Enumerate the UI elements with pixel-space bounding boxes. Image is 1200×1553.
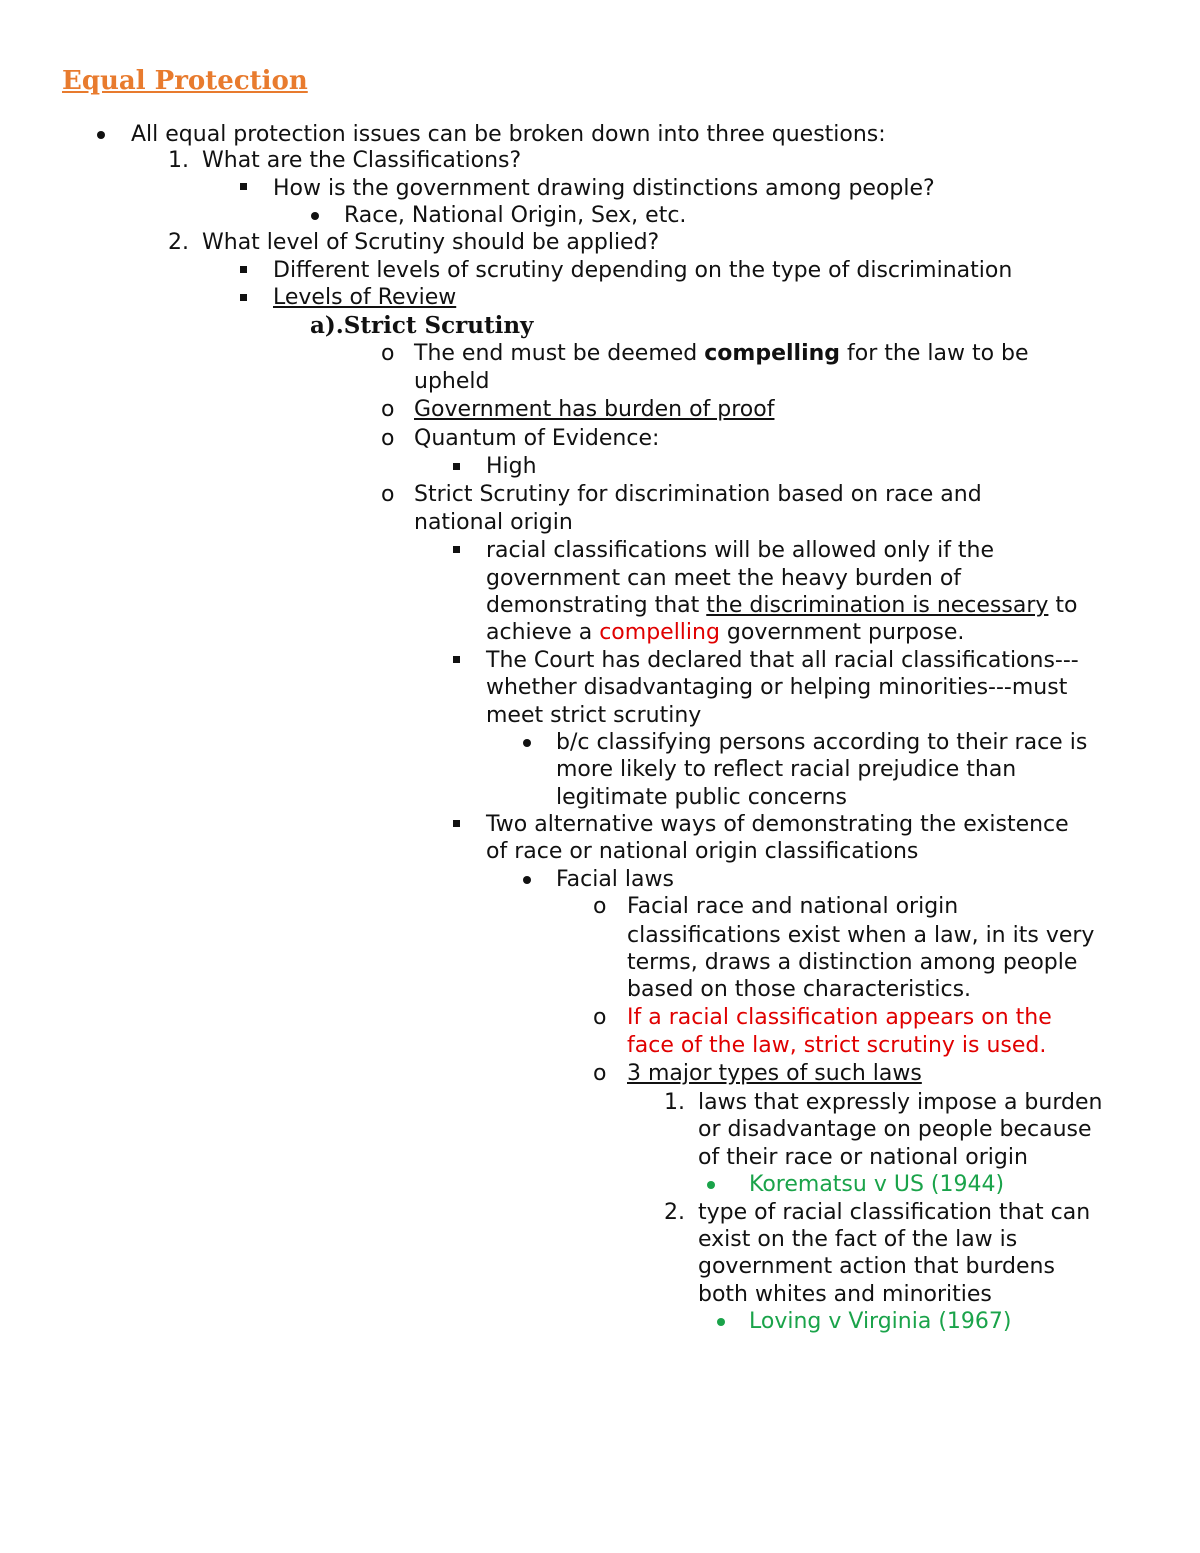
bullet-circle: o (381, 482, 395, 507)
question-classifications: What are the Classifications? (202, 148, 522, 173)
list-item: Race, National Origin, Sex, etc. (344, 203, 687, 228)
bullet-circle: o (593, 1061, 607, 1086)
list-item: If a racial classification appears on the (627, 1005, 1052, 1030)
list-item-continuation: government can meet the heavy burden of (486, 566, 962, 591)
list-item-continuation: government action that burdens (698, 1254, 1055, 1279)
list-item-continuation: or disadvantage on people because (698, 1117, 1092, 1142)
list-item-continuation: more likely to reflect racial prejudice than (556, 757, 1017, 782)
list-item-continuation: both whites and minorities (698, 1282, 992, 1307)
list-item: Strict Scrutiny for discrimination based on race and (414, 482, 982, 507)
bullet-square (240, 266, 247, 273)
bullet-square (453, 820, 460, 827)
list-item: type of racial classification that can (698, 1200, 1091, 1225)
bullet-dot (717, 1318, 725, 1326)
list-item-continuation: based on those characteristics. (627, 977, 972, 1002)
list-item: Different levels of scrutiny depending on the type of discrimination (273, 258, 1013, 283)
list-item: Two alternative ways of demonstrating the existence (486, 812, 1069, 837)
list-item-continuation: exist on the fact of the law is (698, 1227, 1018, 1252)
list-item: The Court has declared that all racial classifications--- (486, 648, 1079, 673)
list-item-continuation: demonstrating that the discrimination is necessary to (486, 593, 1078, 618)
list-item: Facial laws (556, 867, 674, 892)
question-scrutiny: What level of Scrutiny should be applied? (202, 230, 660, 255)
list-item: laws that expressly impose a burden (698, 1090, 1103, 1115)
case-citation: Loving v Virginia (1967) (749, 1309, 1012, 1334)
bullet-circle: o (593, 894, 607, 919)
list-item-continuation: face of the law, strict scrutiny is used. (627, 1033, 1047, 1058)
bullet-square (240, 183, 247, 190)
list-number: 2. (168, 230, 189, 255)
bullet-dot (523, 739, 531, 747)
list-item: Government has burden of proof (414, 397, 775, 422)
list-item-continuation: classifications exist when a law, in its very (627, 923, 1095, 948)
list-item-continuation: whether disadvantaging or helping minorities---must (486, 675, 1068, 700)
bullet-square (240, 294, 247, 301)
bullet-square (453, 656, 460, 663)
bullet-dot (523, 876, 531, 884)
list-item: racial classifications will be allowed only if the (486, 538, 995, 563)
list-number: 2. (664, 1200, 685, 1225)
case-citation: Korematsu v US (1944) (749, 1172, 1005, 1197)
bullet-dot (97, 131, 105, 139)
list-item: Facial race and national origin (627, 894, 959, 919)
list-item: The end must be deemed compelling for the law to be (414, 341, 1029, 366)
bullet-circle: o (381, 426, 395, 451)
list-item-continuation: of race or national origin classifications (486, 839, 919, 864)
strict-scrutiny-heading: a).Strict Scrutiny (310, 312, 534, 339)
list-item-continuation: of their race or national origin (698, 1145, 1028, 1170)
list-item-continuation: meet strict scrutiny (486, 703, 702, 728)
list-item-continuation: terms, draws a distinction among people (627, 950, 1078, 975)
bullet-square (453, 546, 460, 553)
list-number: 1. (664, 1090, 685, 1115)
bullet-dot (311, 212, 319, 220)
list-item: Quantum of Evidence: (414, 426, 660, 451)
list-item-continuation: legitimate public concerns (556, 785, 847, 810)
bullet-circle: o (381, 397, 395, 422)
list-number: 1. (168, 148, 189, 173)
list-item: High (486, 454, 537, 479)
list-item: How is the government drawing distinctions among people? (273, 176, 935, 201)
intro-text: All equal protection issues can be broken down into three questions: (131, 122, 886, 147)
bullet-circle: o (381, 341, 395, 366)
bullet-circle: o (593, 1005, 607, 1030)
list-item-continuation: upheld (414, 369, 490, 394)
levels-of-review-heading: Levels of Review (273, 285, 457, 310)
list-item-continuation: national origin (414, 510, 573, 535)
list-item: b/c classifying persons according to their race is (556, 730, 1088, 755)
bullet-dot (707, 1181, 715, 1189)
bullet-square (453, 463, 460, 470)
page-title: Equal Protection (62, 66, 308, 96)
list-item: 3 major types of such laws (627, 1061, 922, 1086)
list-item-continuation: achieve a compelling government purpose. (486, 620, 965, 645)
